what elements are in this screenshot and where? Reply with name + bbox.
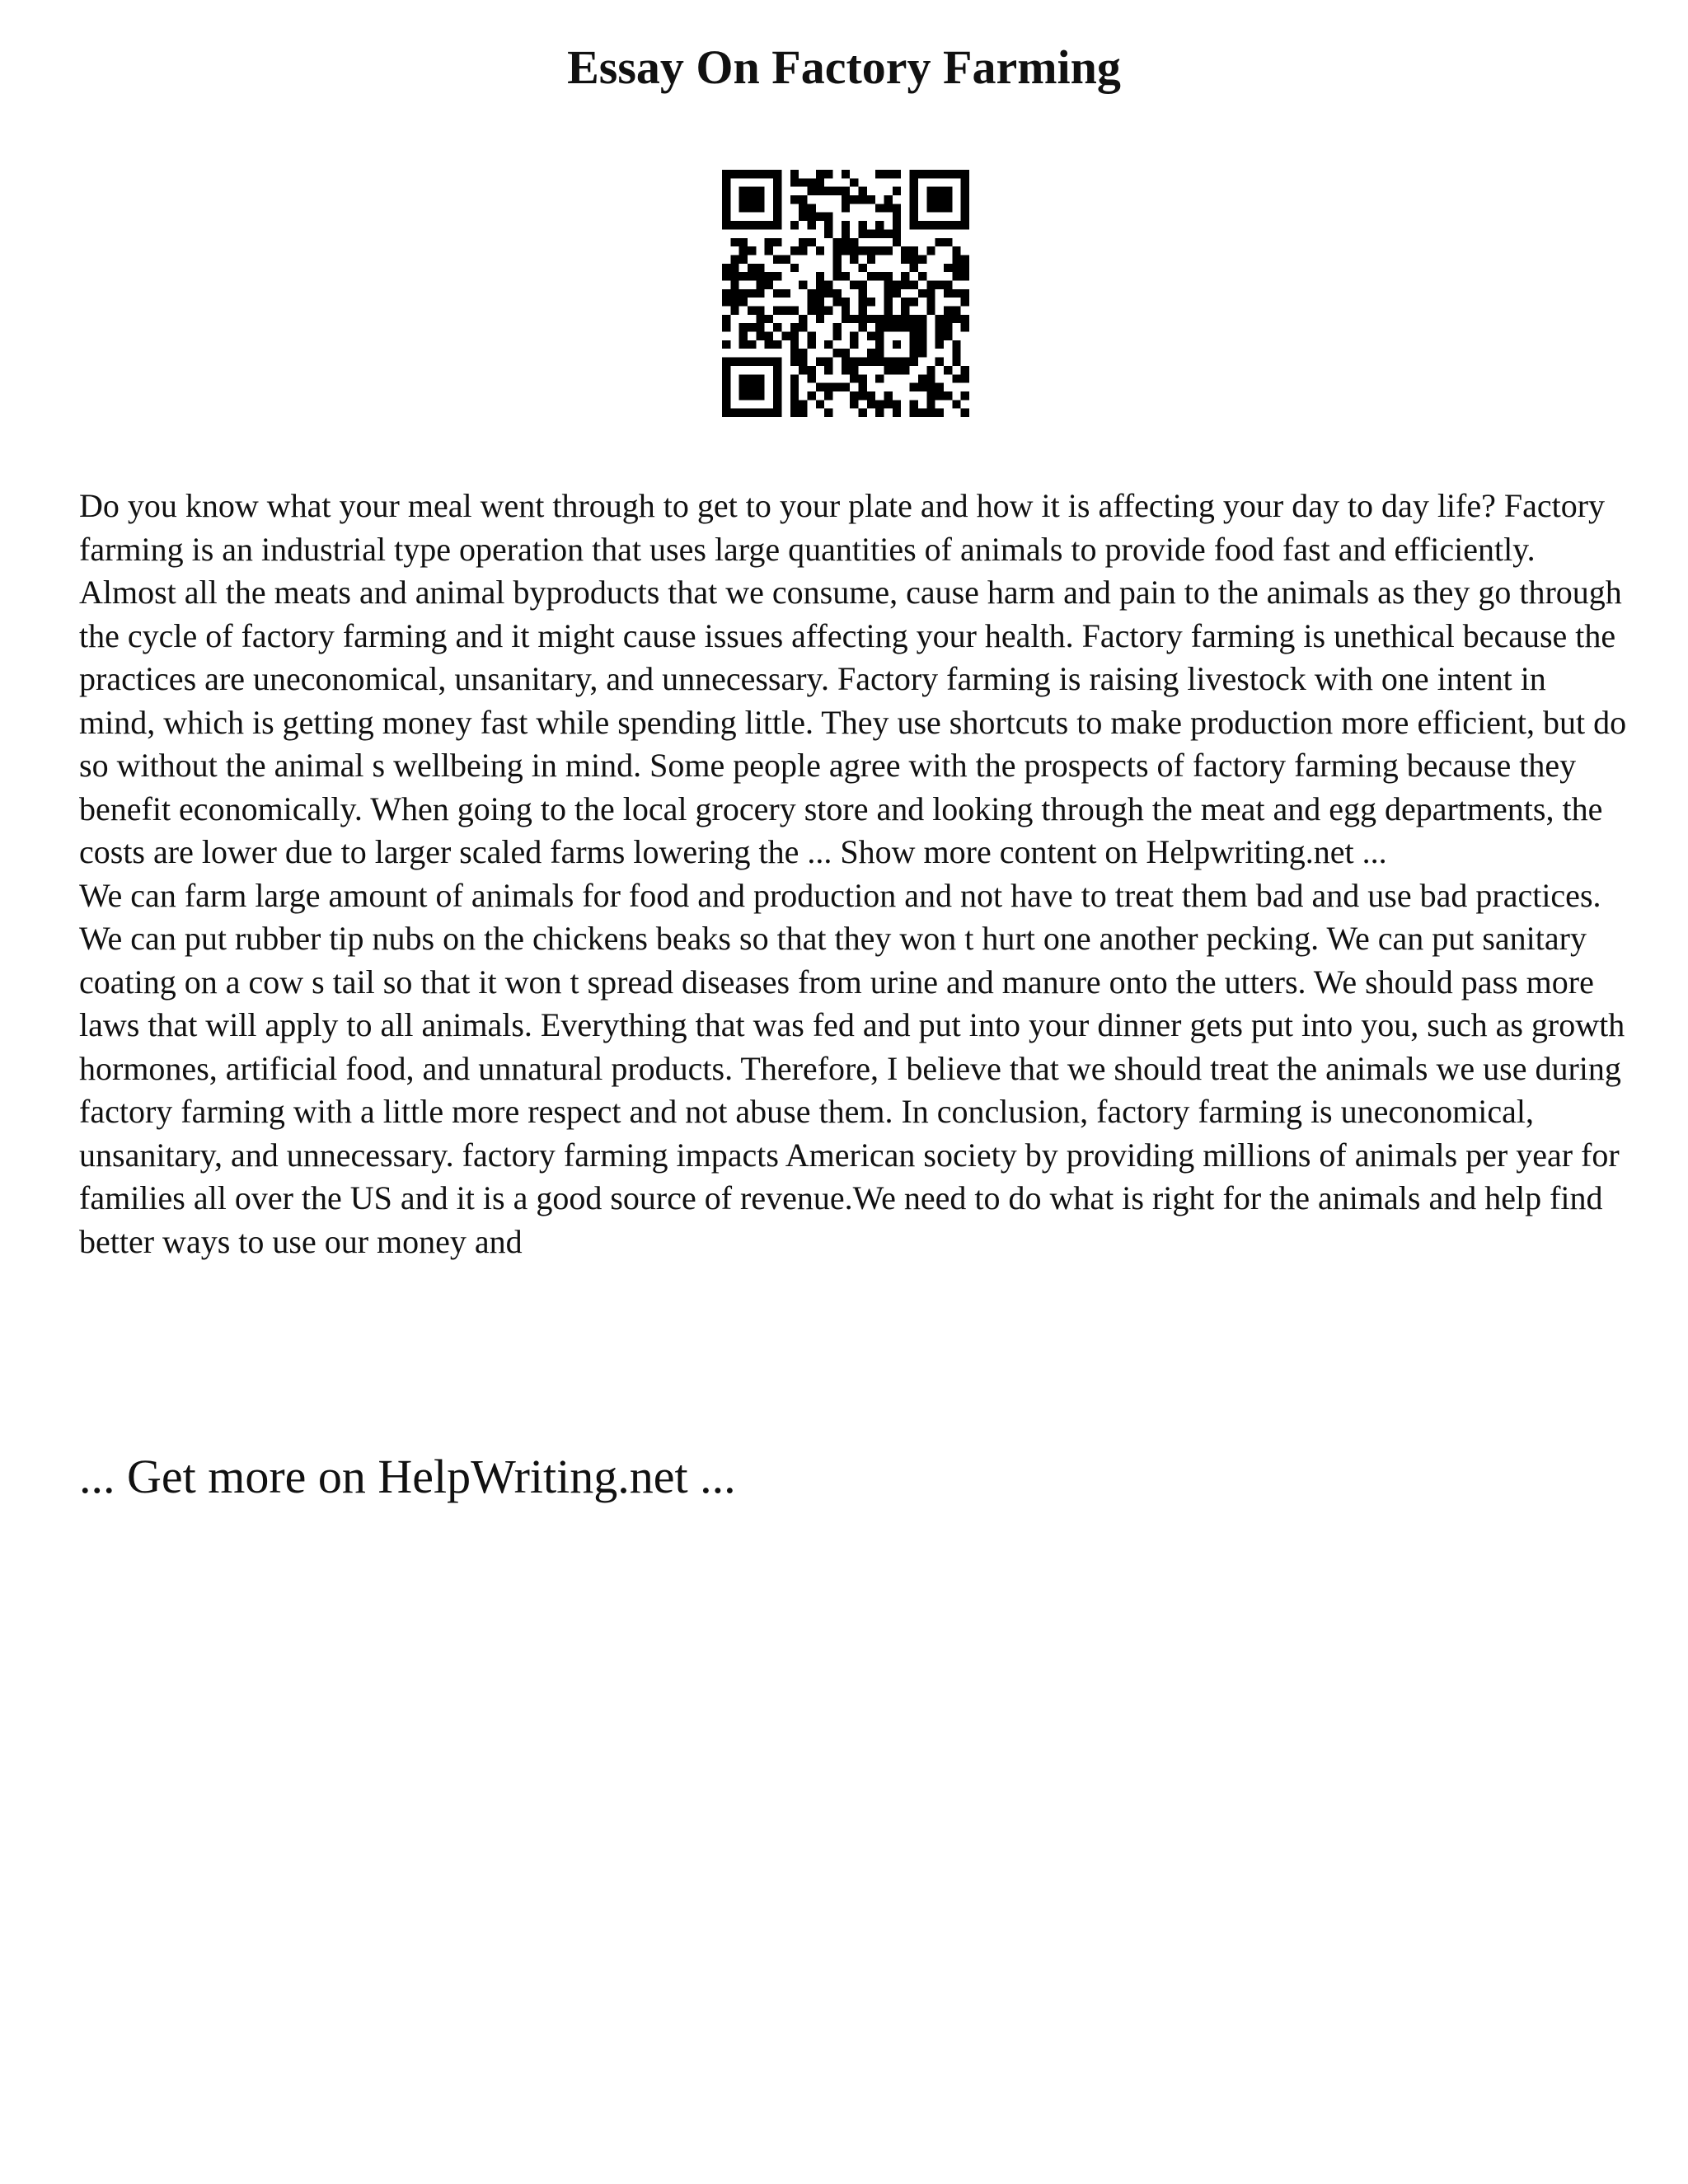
essay-paragraph-1: Do you know what your meal went through to get to your plate and how it is affecting your day to day life? Factory farming is an industrial type operation that uses large quantities of animals to provide food fast and efficiently. Almost all the meats and animal byproducts that we consume, cause harm and pain to the animals as they go through the cycle of factory farming and it might cause issues affecting your health. Factory farming is unethical because the practices are uneconomical, unsanitary, and unnecessary. Factory farming is raising livestock with one intent in mind, which is getting money fast while spending little. They use shortcuts to make production more efficient, but do so without the animal s wellbeing in mind. Some people agree with the prospects of factory farming because they benefit economically. When going to the local grocery store and looking through the meat and egg departments, the costs are lower due to larger scaled farms lowering the ... Show more content on Helpwriting.net ...	[79, 487, 1627, 870]
essay-body	[79, 485, 1629, 1263]
qr-code-icon[interactable]	[722, 170, 969, 417]
get-more-link[interactable]: ... Get more on HelpWriting.net ...	[79, 1450, 736, 1503]
document-title: Essay On Factory Farming	[567, 40, 1121, 94]
essay-paragraph-2: We can farm large amount of animals for food and production and not have to treat them bad and use bad practices. We can put rubber tip nubs on the chickens beaks so that they won t hurt one another pecking. We can put sanitary coating on a cow s tail so that it won t spread diseases from urine and manure onto the utters. We should pass more laws that will apply to all animals. Everything that was fed and put into your dinner gets put into you, such as growth hormones, artificial food, and unnatural products. Therefore, I believe that we should treat the animals we use during factory farming with a little more respect and not abuse them. In conclusion, factory farming is uneconomical, unsanitary, and unnecessary. factory farming impacts American society by providing millions of animals per year for families all over the US and it is a good source of revenue.We need to do what is right for the animals and help find better ways to use our money and	[79, 876, 1625, 1260]
